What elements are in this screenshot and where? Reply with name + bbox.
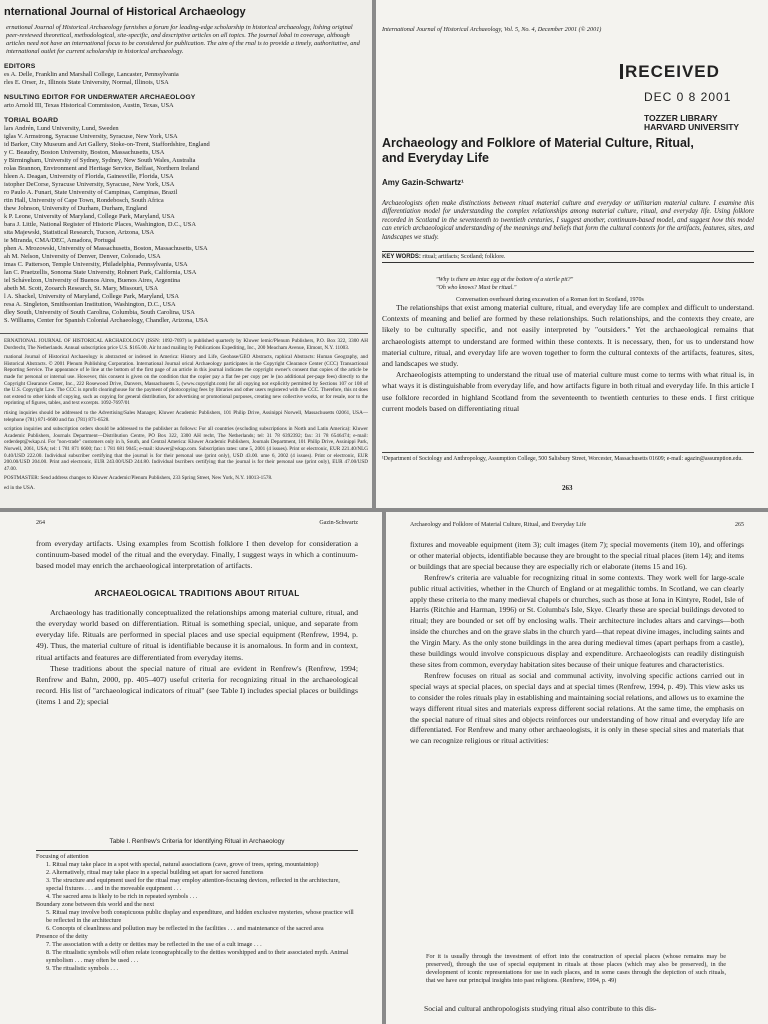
keywords-value: ritual; artifacts; Scotland; folklore.	[422, 254, 506, 260]
board-member: thew Johnson, University of Durham, Durham, England	[4, 205, 148, 212]
editorial-board-list	[4, 125, 368, 325]
board-member: abeth M. Scott, Zooarch Research, St. Mary, Missouri, USA	[4, 285, 159, 292]
board-member: phen A. Mrozowski, University of Massachusetts, Boston, Massachusetts, USA	[4, 245, 208, 252]
board-member: y Birmingham, University of Sydney, Sydney, New South Wales, Australia	[4, 157, 196, 164]
page-265	[386, 512, 768, 1024]
article-title: Archaeology and Folklore of Material Culture, Ritual, and Everyday Life	[382, 136, 694, 165]
table-item: 4. The sacred area is likely to be rich in repeated symbols . . .	[46, 893, 198, 900]
section-heading: ARCHAEOLOGICAL TRADITIONS ABOUT RITUAL	[94, 588, 300, 598]
paragraph: Renfrew focuses on ritual as social and communal activity, involving specific actions carried out in special ways at special places, on special days and at special times (Renfrew, 1994, p. 49). This view asks us to consider the roles rituals play in establishing and maintaining social relations, and allows us to examine the ways different ritual sites and materials express different social relations. At the same time, the emphasis on the special nature of ritual sites and objects reinforces our understanding of how ritual and everyday life are differentiated. For Renfrew and many other archaeologists, it is only in these special sites and materials that we can recognize religious or ritual activities:	[410, 670, 744, 746]
board-member: resa A. Singleton, Smithsonian Institution, Washington, D.C., USA	[4, 301, 176, 308]
body-text	[382, 302, 754, 414]
table-group-heading: Focusing of attention	[36, 853, 89, 860]
table-item: 1. Ritual may take place in a spot with special, natural associations (cave, grove of trees, spring, mountaintop)	[46, 861, 319, 868]
stamp-bar-icon	[620, 64, 623, 79]
consulting-editor: arto Arnold III, Texas Historical Commission, Austin, Texas, USA	[4, 102, 174, 109]
table-item: 3. The structure and equipment used for the ritual may employ attention-focusing devices, reflected in the architecture, special fixtures . . . and in the moveable equipment . . .	[46, 877, 340, 892]
epigraph	[436, 276, 736, 304]
table-item: 2. Alternatively, ritual may take place in a special building set apart for sacred functions	[46, 869, 264, 876]
keywords	[382, 251, 754, 263]
stamp-library: TOZZER LIBRARY	[644, 113, 718, 123]
table-item: 5. Ritual may involve both conspicuous public display and expenditure, and hidden exclusive mysteries, whose practice will be reflected in the architecture	[46, 909, 354, 924]
board-member: ie Miranda, CMA/DEC, Amadora, Portugal	[4, 237, 116, 244]
paragraph: These traditions about the special nature of ritual are evident in Renfrew's (Renfrew, 1994; Renfrew and Bahn, 2000, pp. 405–407) useful criteria for recognizing ritual in the archaeological record. His list of "archaeological indicators of ritual" (see Table I) includes special places or buildings (items 1 and 2); special	[36, 663, 358, 707]
board-member: hleen A. Deagan, University of Florida, Gainesville, Florida, USA	[4, 173, 174, 180]
board-member: lan C. Praetzellis, Sonoma State University, Rohnert Park, California, USA	[4, 269, 197, 276]
paragraph: Social and cultural anthropologists studying ritual also contribute to this dis-	[424, 1004, 657, 1013]
indexing-statement: rnational Journal of Historical Archaeology is abstracted or indexed in America: History and Life, Geobase/GEO Abstracts, raphical Abstracts: Human Geography, and Historical Abstracts. © 2001 Plenum Publishing Corporation. International Journal orical Archaeology participates in the Copyright Clearance Center (CCC) Transactional Reporting Service. The appearance of le line at the bottom of the first page of an article in this journal indicates the copyright owner's consent that copies of the article be made for personal or internal use. However, this consent is given on the condition that the copier pay a flat fee per copy per le (no additional per-page fees) directly to the Copyright Clearance Center, Inc., 222 Rosewood Drive, Danvers, Massachusetts 5, (www.copyright.com) for all copying not explicitly permitted by Sections 107 or 108 of the U.S. Copyright Law. The CCC is nprofit clearinghouse for the payment of photocopying fees by libraries and other users registered with the CCC. Therefore, this nt does not extend to other kinds of copying, such as copying for general distribution, for advertising or promotional purposes, creating new collective works, or for resale, nor to the reprinting of figures, tables, and text excerpts. 1092-7697/01	[4, 354, 368, 407]
paragraph: from everyday artifacts. Using examples from Scottish folklore I then develop for consideration a continuum-based model of the ritual and the everyday. Finally, I suggest ways in which a continuum-based model may enrich the archaeological interpretation of artifacts.	[36, 539, 358, 571]
stamp-date: DEC 0 8 2001	[644, 90, 732, 104]
board-member: k P. Leone, University of Maryland, College Park, Maryland, USA	[4, 213, 175, 220]
table-item: 7. The association with a deity or deities may be reflected in the use of a cult image . . .	[46, 941, 262, 948]
stamp-university: HARVARD UNIVERSITY	[644, 122, 740, 132]
footnote: ¹Department of Sociology and Anthropology, Assumption College, 500 Salisbury Street, Worcester, Massachusetts 01609; e-mail: agazin@assumption.edu.	[382, 452, 754, 463]
journal-title: nternational Journal of Historical Archaeology	[4, 6, 246, 18]
board-member: iel Schávelzon, University of Buenos Aires, Buenos Aires, Argentina	[4, 277, 181, 284]
page-number: 264	[36, 520, 45, 526]
journal-intro: ernational Journal of Historical Archaeology furnishes a forum for leading-edge scholarship in historical archaeology, lishing original peer-reviewed theoretical, methodological, site-specific, and descriptive articles on all topics. The journal lobal in coverage, although articles need not have an international focus to be considered for publication. The aim of the rnal is to provide a timely, authoritative, and international outlet for current scholarship in historical archaeology.	[6, 24, 360, 55]
board-member: rolas Brannon, Environment and Heritage Service, Belfast, Northern Ireland	[4, 165, 200, 172]
masthead-page	[0, 0, 372, 508]
page-264	[0, 512, 382, 1024]
article-author: Amy Gazin-Schwartz¹	[382, 178, 464, 187]
table-group-heading: Boundary zone between this world and the next	[36, 901, 155, 908]
table-caption: Table I. Renfrew's Criteria for Identifying Ritual in Archaeology	[109, 838, 285, 845]
editor-entry: rles E. Orser, Jr., Illinois State University, Normal, Illinois, USA	[4, 79, 169, 86]
board-member: y C. Beaudry, Boston University, Boston, Massachusetts, USA	[4, 149, 165, 156]
board-member: dley South, University of South Carolina, Columbia, South Carolina, USA	[4, 309, 195, 316]
editors-list	[4, 71, 368, 87]
running-header: International Journal of Historical Archaeology, Vol. 5, No. 4, December 2001 (© 2001)	[382, 26, 602, 33]
divider	[0, 333, 368, 334]
board-member: S. Williams, Center for Spanish Colonial Archaeology, Chandler, Arizona, USA	[4, 317, 209, 324]
table-item: 6. Concepts of cleanliness and pollution may be reflected in the facilities . . . and maintenance of the sacred area	[46, 925, 324, 932]
paragraph: The relationships that exist among material culture, ritual, and everyday life are complex and difficult to understand. Contexts of meaning and belief are formed by these relationships. Such relationships, and the contexts they create, are likely to be culturally specific, and not easily interpreted by "outsiders." Yet the archaeological remains that archaeologists attempt to understand are formed within these contexts. It is necessary, then, for us to understand how material culture, ritual, and everyday life are woven together to form the cultural contexts of the artifacts, features, sites, and landscapes we study.	[382, 303, 754, 369]
board-member: iglas V. Armstrong, Syracuse University, Syracuse, New York, USA	[4, 133, 178, 140]
postmaster-statement: POSTMASTER: Send address changes to Kluwer Academic/Plenum Publishers, 233 Spring Street, New York, N.Y. 10013-1578.	[4, 475, 273, 482]
board-member: id Barker, City Museum and Art Gallery, Stoke-on-Trent, Staffordshire, England	[4, 141, 210, 148]
consulting-editor-heading: NSULTING EDITOR FOR UNDERWATER ARCHAEOLOGY	[4, 94, 196, 101]
board-member: l A. Shackel, University of Maryland, College Park, Maryland, USA	[4, 293, 180, 300]
table-item: 9. The ritualistic symbols . . .	[46, 965, 119, 972]
criteria-table	[36, 850, 358, 973]
board-member: ah M. Nelson, University of Denver, Denver, Colorado, USA	[4, 253, 161, 260]
running-title: Archaeology and Folklore of Material Culture, Ritual, and Everyday Life	[410, 522, 587, 528]
editors-heading: EDITORS	[4, 63, 36, 70]
running-header	[410, 522, 744, 528]
subscription-statement: scription inquiries and subscription orders should be addressed to the publisher as follows: For all countries (excluding subscriptions in North and Latin America): Kluwer Academic Publishers, Journals Department—Distribution Centre, PO Box 322, 3300 AH recht, The Netherlands; tel: 31 78 6392392; fax: 31 78 6546474; e-mail: orderdept@wkap.nl. For "non-trade" customers only in h, South, and Central America: Kluwer Academic Publishers, Journals Department, 101 Philip Drive, Assinippi Park, Norwell, 2061, USA; tel: 1 781 871 6600; fax: 1 781 681 9045; e-mail: kluwer@wkap.com. Subscription rates: ume 5, 2001 (4 issues). Print or electronic, EUR 221.40/NLG 0.40/USD 222.00. Individual subscriber certifying that the journal is for their personal use (print only), USD 43.00. ume 6, 2002 (4 issues). Print or electronic, EUR 200.00/USD 204.00. Print and electronic, EUR 243.00/USD 244.80. Individual bscribers certifying that the journal is for their personal use (print only), EUR 47.00/USD 47.00.	[4, 426, 368, 472]
editorial-board-heading: TORIAL BOARD	[4, 117, 59, 124]
paragraph: Renfrew's criteria are valuable for recognizing ritual in some contexts. They work well for large-scale public ritual activities, whether in the Church of England or at megalithic tombs. In Scotland, we can clearly apply these criteria to the many medieval chapels or churches, such as those at Iona in Kintyre, Rodel, Isle of Harris (Ritchie and Harman, 1996) or St. Columba's Isle, Skye. Clearly these are special buildings devoted to ritual; they are bounded or set off by enclosing walls. Their architecture includes altars and carvings—both inside the churches and on the grave slabs in the church yard—that repeat divine images, including saints and the Virgin Mary. As the only stone buildings in the area during medieval times (apart perhaps from a castle), these buildings would involve conspicuous display and expenditure. Archaeologists can readily distinguish these sites from common, everyday habitation sites because of their unique features and characteristics.	[410, 572, 744, 669]
board-member: lars Andrén, Lund University, Lund, Sweden	[4, 125, 119, 132]
block-quote: For it is usually through the investment of effort into the construction of special places (whose remains may be preserved), through the use of special equipment in rituals at those places (which may also be preserved), in the development of iconic representations for use in such places, and in some cases through the depiction of such rituals, that we have our principal insights into past religions. (Renfrew, 1994, p. 49)	[426, 953, 726, 984]
issn-statement: ERNATIONAL JOURNAL OF HISTORICAL ARCHAEOLOGY (ISSN: 1092-7697) is published quarterly by Kluwer lemic/Plenum Publishers, P.O. Box 322, 3300 AH Dordrecht, The Netherlands. Annual subscription price U.S. $165.00. Air ht and mailing by Publications Expediting, Inc., 200 Meacham Avenue, Elmont, N.Y. 11003.	[4, 338, 368, 351]
stamp-received: RECEIVED	[625, 62, 720, 81]
board-member: sita Majewski, Statistical Research, Tucson, Arizona, USA	[4, 229, 155, 236]
running-author: Gazin-Schwartz	[319, 520, 358, 526]
board-member: istopher DeCorse, Syracuse University, Syracuse, New York, USA	[4, 181, 175, 188]
body-text	[410, 540, 744, 747]
board-member: bara J. Little, National Register of Historic Places, Washington, D.C., USA	[4, 221, 196, 228]
epigraph-line: "Why is there an intac egg at the bottom of a sterile pit?"	[436, 277, 574, 283]
printed-in: ed in the USA.	[4, 484, 35, 491]
paragraph: Archaeology has traditionally conceptualized the relationships among material culture, ritual, and the everyday world based on differentiation. Ritual is something special, unique, and separate from everyday life. Rituals are performed in special places and use special equipment (Renfrew, 1994, p. 49). Thus, the material culture of ritual is identifiable because it is anomalous. In form and in context, ritual artifacts and features are differentiated from everyday items.	[36, 607, 358, 662]
article-first-page	[376, 0, 768, 508]
epigraph-line: "Oh who knows? Must be ritual."	[436, 285, 517, 291]
table-group-heading: Presence of the deity	[36, 933, 88, 940]
page-number: 265	[735, 522, 744, 528]
keywords-label: KEY WORDS:	[382, 254, 421, 260]
editor-entry: es A. Delle, Franklin and Marshall College, Lancaster, Pennsylvania	[4, 71, 179, 78]
body-text	[36, 538, 358, 708]
paragraph: Archaeologists attempting to understand the ritual use of material culture must come to terms with what ritual is, in what ways it is distinguishable from everyday life, and how artifacts figure in both ritual and everyday life. In this article I use folklore recorded in highland Scotland from the seventeenth to twentieth centuries to these ends. I first critique current models based on differentiating ritual	[382, 370, 754, 413]
received-stamp	[620, 62, 760, 132]
advertising-statement: rtising inquiries should be addressed to the Advertising/Sales Manager, Kluwer Academic Publishers, 101 Philip Drive, Assinippi Norwell, Massachusetts 02061, USA—telephone (781) 871-6600 and fax (781) 871-6528.	[4, 409, 368, 423]
board-member: imas C. Patterson, Temple University, Philadelphia, Pennsylvania, USA	[4, 261, 188, 268]
board-member: rtin Hall, University of Cape Town, Rondebosch, South Africa	[4, 197, 164, 204]
table-item: 8. The ritualistic symbols will often relate iconographically to the deities worshipped and to their associated myth. Animal symbolism . . . may often be used . . .	[46, 949, 349, 964]
page-number: 263	[562, 484, 573, 492]
abstract: Archaeologists often make distinctions between ritual material culture and everyday or utilitarian material culture. I examine this differentiation model for understanding the complex relationships among material culture, ritual, and everyday life. Using folklore recorded in Scotland in the seventeenth to twentieth centuries, I suggest another, continuum-based model, and suggest how this model can enrich archaeological understanding of the meanings and beliefs that form the cultural contexts for the artifacts, features, sites, and landscapes we study.	[382, 200, 754, 241]
paragraph: fixtures and moveable equipment (item 3); cult images (item 7); special movements (item 10), and offerings or other material objects, identifiable because they are brought to the special ritual places (item 14); and items or buildings that are special because they are especially rich or elaborate (items 15 and 16).	[410, 540, 745, 571]
epigraph-attribution: Conversation overheard during excavation of a Roman fort in Scotland, 1970s	[456, 297, 644, 303]
running-header	[36, 520, 358, 526]
board-member: ro Paulo A. Funari, State University of Campinas, Campinas, Brazil	[4, 189, 178, 196]
